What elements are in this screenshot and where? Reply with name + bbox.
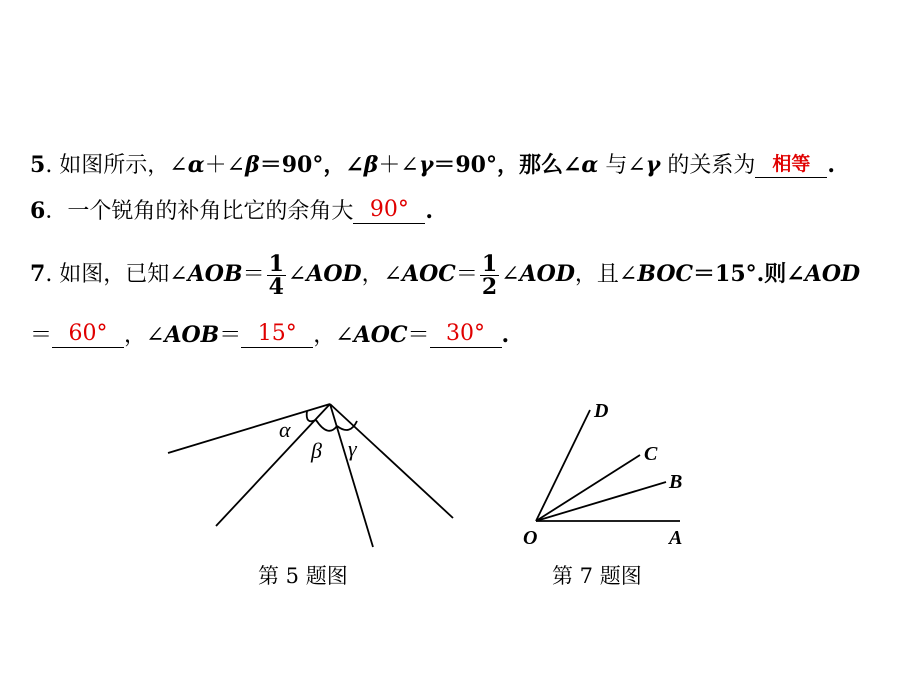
label-gamma: γ: [348, 436, 357, 461]
arc-beta: [316, 420, 337, 431]
label-A: A: [669, 527, 683, 549]
figure-5-caption: 第 5 题图: [258, 564, 348, 588]
label-alpha: α: [279, 417, 291, 442]
fraction-one-quarter: $\frac{1}{4}$: [268, 250, 284, 300]
question-5: 5. 如图所示，∠α＋∠β＝90°，∠β＋∠γ＝90°，那么∠α 与∠γ 的关系为 相等 .: [30, 152, 835, 178]
figure-7-caption: 第 7 题图: [552, 564, 642, 588]
label-B: B: [669, 471, 683, 493]
ray-1: [168, 404, 330, 453]
label-D: D: [594, 400, 609, 422]
fraction-one-half: $\frac{1}{2}$: [481, 250, 498, 300]
question-7-answers: ＝ 60° ，∠AOB＝ 15° ，∠AOC＝ 30° .: [30, 321, 510, 348]
ray-OB: [536, 482, 666, 521]
answer-text: 60°: [68, 321, 108, 346]
arc-alpha: [307, 411, 316, 421]
answer-text: 相等: [772, 153, 811, 175]
ray-3: [330, 404, 373, 547]
question-number: 6: [30, 198, 46, 224]
label-C: C: [644, 443, 658, 465]
ray-4: [330, 404, 453, 518]
question-6: 6．一个锐角的补角比它的余角大 90° .: [30, 197, 433, 224]
label-O: O: [523, 527, 538, 549]
ray-2: [216, 404, 330, 526]
answer-text: 90°: [369, 197, 409, 222]
question-7: 7. 如图，已知∠AOB＝ $\frac{1}{4}$ ∠AOD，∠AOC＝ $\frac{1}{2}$ ∠AOD，且∠BOC＝15°.则∠AOD: [30, 250, 861, 300]
answer-text: 30°: [446, 321, 485, 346]
question-number: 7: [30, 261, 46, 287]
question-number: 5: [30, 152, 46, 178]
arc-gamma: [337, 421, 357, 430]
answer-text: 15°: [257, 321, 297, 346]
label-beta: β: [311, 438, 322, 463]
